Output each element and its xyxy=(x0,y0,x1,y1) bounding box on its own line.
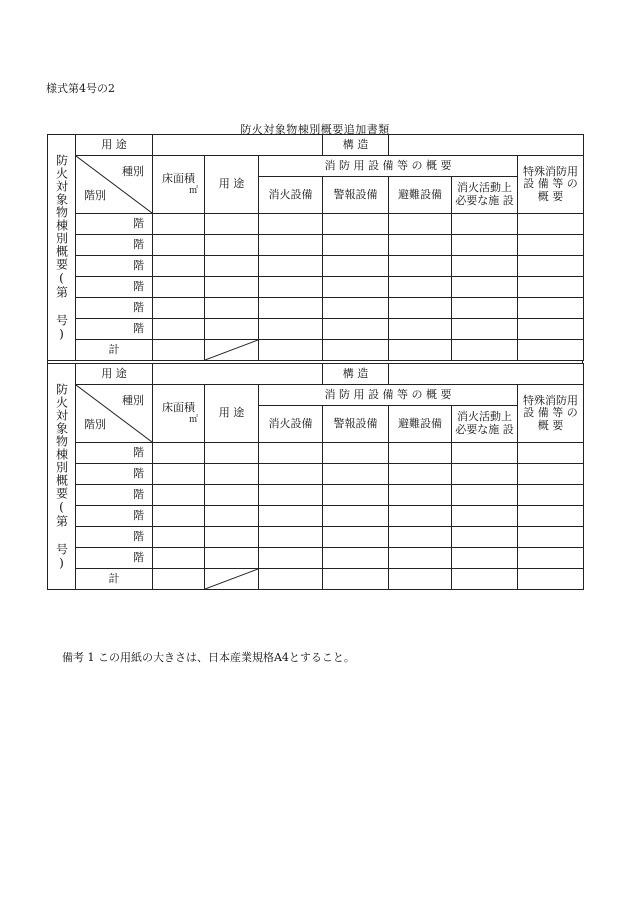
total-use-crossed xyxy=(205,569,259,590)
total-label: 計 xyxy=(76,569,153,590)
floor-area-input[interactable] xyxy=(153,319,205,340)
kaibetsu-label: 階別 xyxy=(84,418,106,432)
total-row xyxy=(48,340,584,361)
floor-label: 階 xyxy=(76,235,153,256)
kaibetsu-label: 階別 xyxy=(84,189,106,203)
equipment-group-header: 消 防 用 設 備 等 の 概 要 xyxy=(259,156,518,177)
use-input[interactable] xyxy=(205,319,259,340)
activity-input[interactable] xyxy=(452,235,518,256)
floor-area-input[interactable] xyxy=(153,214,205,235)
alarm-header: 警報設備 xyxy=(323,406,389,443)
floor-label: 階 xyxy=(76,464,153,485)
alarm-input[interactable] xyxy=(323,527,389,548)
activity-input[interactable] xyxy=(452,548,518,569)
form-number: 様式第4号の2 xyxy=(46,82,115,95)
evac-input[interactable] xyxy=(389,527,452,548)
total-activity-input[interactable] xyxy=(452,340,518,361)
floor-area-input[interactable] xyxy=(153,548,205,569)
activity-input[interactable] xyxy=(452,506,518,527)
evac-input[interactable] xyxy=(389,235,452,256)
activity-input[interactable] xyxy=(452,319,518,340)
floor-area-input[interactable] xyxy=(153,527,205,548)
total-alarm-input[interactable] xyxy=(323,569,389,590)
floor-row xyxy=(48,485,584,506)
use-input[interactable] xyxy=(205,277,259,298)
evac-input[interactable] xyxy=(389,506,452,527)
firefighting-activity-header: 消火活動上必要な施 設 xyxy=(452,177,518,214)
fire-ext-input[interactable] xyxy=(259,443,323,464)
form-sheet xyxy=(47,134,583,590)
use-header: 用 途 xyxy=(205,385,259,443)
use-input[interactable] xyxy=(205,506,259,527)
floor-area-header xyxy=(153,385,205,443)
special-equipment-header: 特殊消防用設 備 等 の概 要 xyxy=(518,156,584,214)
fire-extinguishing-header: 消火設備 xyxy=(259,177,323,214)
use-input[interactable] xyxy=(205,214,259,235)
floor-label: 階 xyxy=(76,485,153,506)
special-equipment-header: 特殊消防用設 備 等 の概 要 xyxy=(518,385,584,443)
floor-area-input[interactable] xyxy=(153,256,205,277)
block-vertical-label: 防火対象物棟別概要(第 号) xyxy=(54,382,69,571)
floor-area-input[interactable] xyxy=(153,443,205,464)
use-input[interactable] xyxy=(205,527,259,548)
floor-row xyxy=(48,235,584,256)
kozo-label: 構 造 xyxy=(323,364,389,385)
special-input[interactable] xyxy=(518,319,584,340)
fire-ext-input[interactable] xyxy=(259,527,323,548)
special-input[interactable] xyxy=(518,214,584,235)
yoto-label: 用 途 xyxy=(76,135,153,156)
evacuation-header: 避難設備 xyxy=(389,406,452,443)
type-floor-header xyxy=(76,156,153,214)
evac-input[interactable] xyxy=(389,548,452,569)
total-label: 計 xyxy=(76,340,153,361)
floor-row xyxy=(48,319,584,340)
fire-ext-input[interactable] xyxy=(259,298,323,319)
evac-input[interactable] xyxy=(389,485,452,506)
alarm-input[interactable] xyxy=(323,443,389,464)
fire-ext-input[interactable] xyxy=(259,548,323,569)
total-alarm-input[interactable] xyxy=(323,340,389,361)
block-vertical-label: 防火対象物棟別概要(第 号) xyxy=(54,153,69,342)
floor-area-unit: ㎡ xyxy=(188,185,198,196)
total-use-crossed xyxy=(205,340,259,361)
use-header: 用 途 xyxy=(205,156,259,214)
floor-label: 階 xyxy=(76,506,153,527)
special-input[interactable] xyxy=(518,485,584,506)
special-input[interactable] xyxy=(518,298,584,319)
evac-input[interactable] xyxy=(389,319,452,340)
evacuation-header: 避難設備 xyxy=(389,177,452,214)
alarm-input[interactable] xyxy=(323,548,389,569)
type-floor-header xyxy=(76,385,153,443)
floor-label: 階 xyxy=(76,548,153,569)
block-vertical-label-cell xyxy=(48,135,76,361)
special-input[interactable] xyxy=(518,506,584,527)
floor-area-header xyxy=(153,156,205,214)
special-input[interactable] xyxy=(518,527,584,548)
equipment-group-header: 消 防 用 設 備 等 の 概 要 xyxy=(259,385,518,406)
evac-input[interactable] xyxy=(389,298,452,319)
special-input[interactable] xyxy=(518,277,584,298)
fire-ext-input[interactable] xyxy=(259,256,323,277)
use-input[interactable] xyxy=(205,256,259,277)
special-input[interactable] xyxy=(518,548,584,569)
activity-input[interactable] xyxy=(452,214,518,235)
floor-area-label: 床面積 xyxy=(162,172,195,185)
floor-area-input[interactable] xyxy=(153,485,205,506)
fire-ext-input[interactable] xyxy=(259,214,323,235)
total-fire-ext-input[interactable] xyxy=(259,340,323,361)
floor-label: 階 xyxy=(76,277,153,298)
floor-row xyxy=(48,277,584,298)
total-row xyxy=(48,569,584,590)
floor-label: 階 xyxy=(76,214,153,235)
alarm-input[interactable] xyxy=(323,256,389,277)
floor-row xyxy=(48,464,584,485)
yoto-input[interactable] xyxy=(153,135,323,156)
fire-ext-input[interactable] xyxy=(259,277,323,298)
crossout-line xyxy=(205,569,258,589)
alarm-input[interactable] xyxy=(323,235,389,256)
evac-input[interactable] xyxy=(389,214,452,235)
special-input[interactable] xyxy=(518,443,584,464)
alarm-input[interactable] xyxy=(323,464,389,485)
floor-label: 階 xyxy=(76,298,153,319)
floor-area-input[interactable] xyxy=(153,506,205,527)
floor-label: 階 xyxy=(76,319,153,340)
floor-row xyxy=(48,506,584,527)
building-block-1 xyxy=(47,134,584,361)
activity-input[interactable] xyxy=(452,527,518,548)
fire-ext-input[interactable] xyxy=(259,319,323,340)
total-special-input[interactable] xyxy=(518,569,584,590)
floor-area-label: 床面積 xyxy=(162,401,195,414)
special-input[interactable] xyxy=(518,464,584,485)
floor-row xyxy=(48,527,584,548)
use-input[interactable] xyxy=(205,235,259,256)
fire-ext-input[interactable] xyxy=(259,506,323,527)
building-block-2 xyxy=(47,363,584,590)
alarm-input[interactable] xyxy=(323,277,389,298)
special-input[interactable] xyxy=(518,235,584,256)
floor-area-input[interactable] xyxy=(153,235,205,256)
floor-area-unit: ㎡ xyxy=(188,414,198,425)
special-input[interactable] xyxy=(518,256,584,277)
use-input[interactable] xyxy=(205,548,259,569)
floor-area-input[interactable] xyxy=(153,298,205,319)
use-input[interactable] xyxy=(205,485,259,506)
use-input[interactable] xyxy=(205,464,259,485)
total-evac-input[interactable] xyxy=(389,340,452,361)
total-special-input[interactable] xyxy=(518,340,584,361)
alarm-input[interactable] xyxy=(323,506,389,527)
floor-row xyxy=(48,548,584,569)
floor-area-input[interactable] xyxy=(153,277,205,298)
floor-row xyxy=(48,256,584,277)
floor-label: 階 xyxy=(76,527,153,548)
floor-area-input[interactable] xyxy=(153,464,205,485)
evac-input[interactable] xyxy=(389,443,452,464)
alarm-input[interactable] xyxy=(323,214,389,235)
floor-label: 階 xyxy=(76,256,153,277)
floor-row xyxy=(48,214,584,235)
shubetsu-label: 種別 xyxy=(122,394,144,407)
yoto-label: 用 途 xyxy=(76,364,153,385)
alarm-input[interactable] xyxy=(323,319,389,340)
total-area-input[interactable] xyxy=(153,569,205,590)
alarm-header: 警報設備 xyxy=(323,177,389,214)
fire-ext-input[interactable] xyxy=(259,464,323,485)
kozo-input[interactable] xyxy=(389,135,584,156)
fire-extinguishing-header: 消火設備 xyxy=(259,406,323,443)
fire-ext-input[interactable] xyxy=(259,485,323,506)
yoto-input[interactable] xyxy=(153,364,323,385)
use-input[interactable] xyxy=(205,298,259,319)
total-evac-input[interactable] xyxy=(389,569,452,590)
floor-label: 階 xyxy=(76,443,153,464)
use-input[interactable] xyxy=(205,443,259,464)
activity-input[interactable] xyxy=(452,464,518,485)
floor-row xyxy=(48,443,584,464)
kozo-input[interactable] xyxy=(389,364,584,385)
total-activity-input[interactable] xyxy=(452,569,518,590)
activity-input[interactable] xyxy=(452,256,518,277)
block-vertical-label-cell xyxy=(48,364,76,590)
alarm-input[interactable] xyxy=(323,485,389,506)
fire-ext-input[interactable] xyxy=(259,235,323,256)
total-fire-ext-input[interactable] xyxy=(259,569,323,590)
activity-input[interactable] xyxy=(452,443,518,464)
remarks-note: 備考 1 この用紙の大きさは、日本産業規格A4とすること。 xyxy=(62,651,355,664)
activity-input[interactable] xyxy=(452,298,518,319)
evac-input[interactable] xyxy=(389,277,452,298)
activity-input[interactable] xyxy=(452,485,518,506)
alarm-input[interactable] xyxy=(323,298,389,319)
kozo-label: 構 造 xyxy=(323,135,389,156)
shubetsu-label: 種別 xyxy=(122,165,144,178)
evac-input[interactable] xyxy=(389,464,452,485)
total-area-input[interactable] xyxy=(153,340,205,361)
firefighting-activity-header: 消火活動上必要な施 設 xyxy=(452,406,518,443)
activity-input[interactable] xyxy=(452,277,518,298)
crossout-line xyxy=(205,340,258,360)
evac-input[interactable] xyxy=(389,256,452,277)
form-title: 防火対象物棟別概要追加書類 xyxy=(240,123,390,136)
floor-row xyxy=(48,298,584,319)
